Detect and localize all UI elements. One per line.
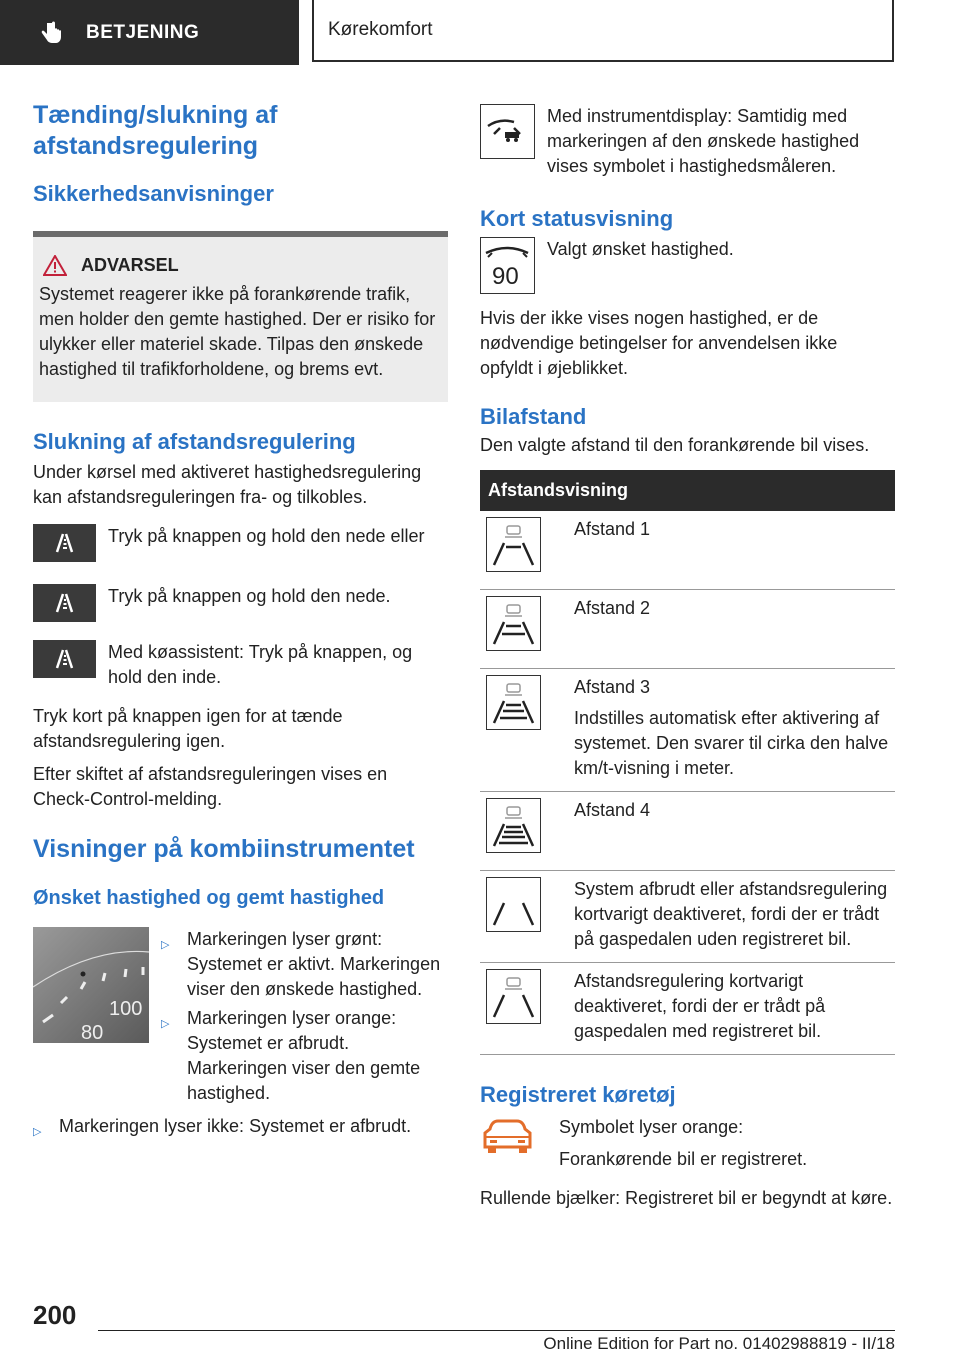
status-paragraph: Hvis der ikke vises nogen hastighed, er de nødvendige betingelser for anvendelsen ikke opfyldt i øjeblikket.	[480, 308, 838, 378]
vehicle-text-1: Symbolet lyser orange:	[559, 1117, 744, 1137]
distance-1-icon	[486, 517, 541, 572]
table-row	[480, 871, 895, 963]
bullet-text: Markeringen lyser orange: Systemet er afbrudt. Markeringen viser den gemte hastighed.	[187, 1008, 421, 1103]
edition-text: Online Edition for Part no. 01402988819 - II/18	[543, 1334, 895, 1353]
table-cell-icon	[480, 669, 568, 792]
button-row-2	[33, 584, 448, 622]
footer-divider	[98, 1330, 895, 1331]
warning-box	[33, 231, 448, 402]
distance-button-icon	[33, 584, 96, 622]
table-cell-text	[568, 590, 895, 669]
vehicle-row	[480, 1115, 895, 1172]
turn-off-intro: Under kørsel med aktiveret hastighedsregulering kan afstandsreguleringen fra- og tilkobles.	[33, 462, 422, 507]
chapter-title: Kørekomfort	[328, 19, 433, 40]
distance-label: Afstand 2	[574, 598, 651, 618]
heading-registered-vehicle: Registreret køretøj	[480, 1082, 676, 1107]
status-row	[480, 237, 895, 294]
warning-text: Systemet reagerer ikke på forankørende trafik, men holder den gemte hastighed. Der er risiko for ulykker eller materiel skade. Tilpas den ønskede hastighed til trafikforholdene, og brems evt.	[39, 284, 436, 379]
distance-label: Afstand 3	[574, 677, 651, 697]
table-cell-text	[568, 669, 895, 792]
vehicle-detected-icon	[480, 1115, 535, 1160]
heading-status: Kort statusvisning	[480, 206, 674, 231]
status-speed-value: 90	[492, 263, 519, 290]
table-row	[480, 511, 895, 590]
distance-label: System afbrudt eller afstandsregulering kortvarigt deaktiveret, fordi der er trådt på gaspedalen uden registreret bil.	[574, 879, 888, 949]
heading-safety: Sikkerhedsanvisninger	[33, 181, 274, 206]
turn-off-note-2: Efter skiftet af afstandsreguleringen vises en Check-Control-melding.	[33, 764, 388, 809]
speedometer-image	[33, 927, 149, 1043]
system-interrupted-icon	[486, 877, 541, 932]
list-item	[161, 1006, 448, 1106]
button-row-2-text: Tryk på knappen og hold den nede.	[108, 586, 391, 606]
distance-3-icon	[486, 675, 541, 730]
table-cell-icon	[480, 511, 568, 590]
table-cell-icon	[480, 871, 568, 963]
table-row	[480, 669, 895, 792]
distance-description: Indstilles automatisk efter aktivering af systemet. Den svarer til cirka den halve km/t-visning i meter.	[574, 708, 889, 778]
table-row	[480, 590, 895, 669]
distance-label: Afstand 1	[574, 519, 651, 539]
bullet-triangle-icon: ▷	[161, 939, 170, 951]
list-item	[161, 927, 448, 1002]
vehicle-text-2: Forankørende bil er registreret.	[559, 1149, 808, 1169]
table-header-row	[480, 470, 895, 511]
turn-off-note-1: Tryk kort på knappen igen for at tænde afstandsregulering igen.	[33, 706, 343, 751]
table-cell-icon	[480, 792, 568, 871]
vehicle-text	[547, 1115, 807, 1172]
table-cell-text	[568, 871, 895, 963]
status-text: Valgt ønsket hastighed.	[547, 239, 734, 259]
queue-assistant-button-icon	[33, 640, 96, 678]
heading-displays: Visninger på kombiinstrumentet	[33, 835, 415, 863]
heading-activation: Tænding/slukning af afstandsregulering	[33, 101, 278, 160]
warning-title-row	[39, 255, 442, 276]
table-row	[480, 792, 895, 871]
button-row-1	[33, 524, 448, 562]
button-row-1-text: Tryk på knappen og hold den nede eller	[108, 526, 425, 546]
button-row-3	[33, 640, 448, 690]
heading-desired-speed: Ønsket hastighed og gemt hastighed	[33, 887, 385, 909]
speed-status-icon	[480, 237, 535, 294]
distance-4-icon	[486, 798, 541, 853]
bullet-triangle-icon: ▷	[33, 1126, 42, 1138]
distance-2-icon	[486, 596, 541, 651]
bullet-triangle-icon: ▷	[161, 1018, 170, 1030]
button-row-3-text: Med køassistent: Tryk på knappen, og hold den inde.	[108, 642, 413, 687]
table-row	[480, 963, 895, 1055]
speed-label-100: 100	[109, 998, 143, 1020]
table-cell-icon	[480, 963, 568, 1055]
hand-pointer-icon	[38, 20, 64, 46]
page-number: 200	[33, 1300, 77, 1330]
heading-turn-off: Slukning af afstandsregulering	[33, 429, 356, 454]
deactivated-with-vehicle-icon	[486, 969, 541, 1024]
distance-control-symbol-icon	[480, 104, 535, 159]
speed-label-80: 80	[81, 1022, 104, 1043]
chapter-header	[312, 0, 894, 62]
bullet-text: Markeringen lyser ikke: Systemet er afbrudt.	[59, 1116, 412, 1136]
distance-label: Afstandsregulering kortvarigt deaktiveret, fordi der er trådt på gaspedalen med registreret bil.	[574, 971, 826, 1041]
bullet-text: Markeringen lyser grønt: Systemet er aktivt. Markeringen viser den ønskede hastighed.	[187, 929, 441, 999]
list-item	[33, 1114, 448, 1145]
distance-paragraph: Den valgte afstand til den forankørende bil vises.	[480, 435, 870, 455]
table-cell-text	[568, 792, 895, 871]
distance-table	[480, 470, 895, 1055]
heading-distance: Bilafstand	[480, 404, 587, 429]
section-title: BETJENING	[86, 21, 200, 43]
table-cell-text	[568, 511, 895, 590]
section-tab	[0, 0, 299, 65]
speed-section	[33, 927, 448, 1106]
instrument-display-text: Med instrumentdisplay: Samtidig med markeringen af den ønskede hastighed vises symbolet i hastighedsmåleren.	[547, 106, 860, 176]
speed-bullets	[161, 927, 448, 1106]
right-column	[480, 100, 895, 1211]
table-header: Afstandsvisning	[480, 470, 895, 511]
distance-label: Afstand 4	[574, 800, 651, 820]
left-column	[33, 100, 448, 1145]
distance-button-icon	[33, 524, 96, 562]
warning-triangle-icon	[43, 255, 67, 276]
instrument-display-row	[480, 104, 895, 179]
warning-title: ADVARSEL	[81, 255, 179, 275]
table-cell-text	[568, 963, 895, 1055]
table-cell-icon	[480, 590, 568, 669]
vehicle-paragraph: Rullende bjælker: Registreret bil er begyndt at køre.	[480, 1188, 893, 1208]
